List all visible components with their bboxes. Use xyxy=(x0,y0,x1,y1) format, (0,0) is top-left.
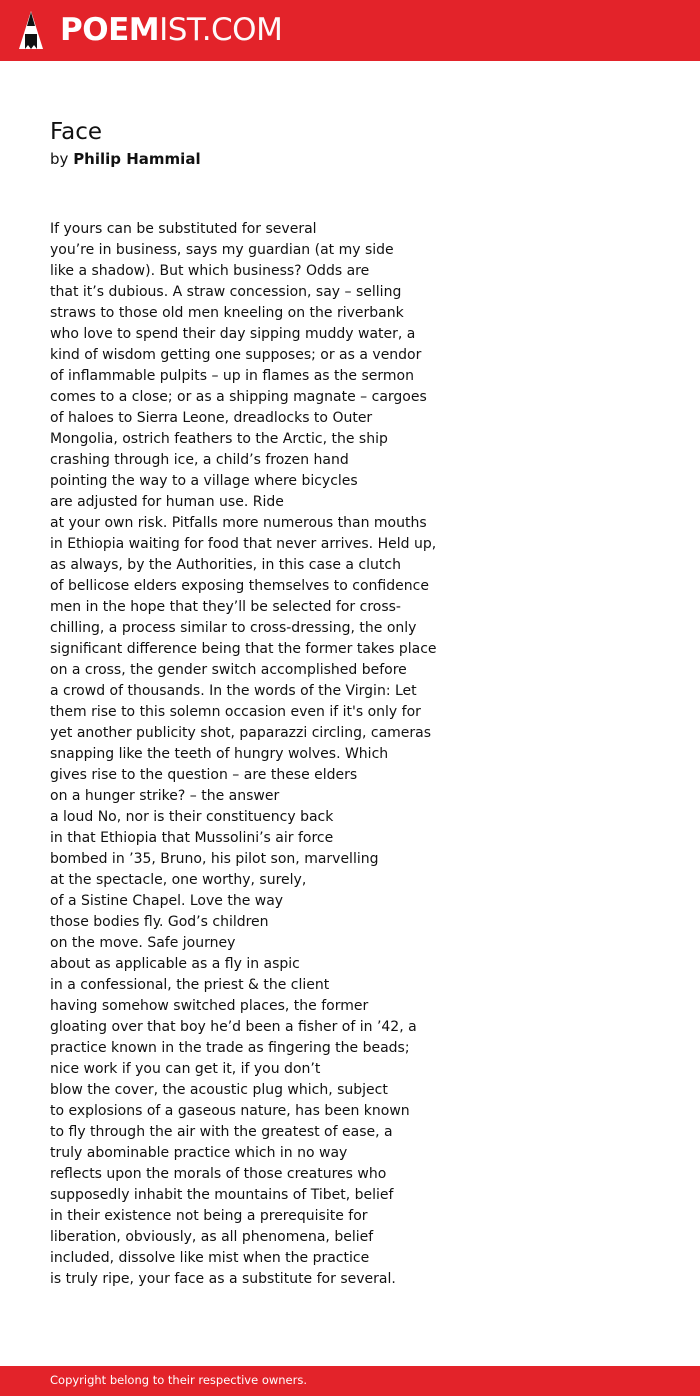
poem-line: on a cross, the gender switch accomplished before xyxy=(50,662,407,678)
copyright-text: Copyright belong to their respective owners. xyxy=(50,1373,308,1388)
poem-line: having somehow switched places, the former xyxy=(50,998,369,1014)
poem-line: is truly ripe, your face as a substitute for several. xyxy=(50,1271,396,1287)
poem-line: a loud No, nor is their constituency back xyxy=(50,809,334,825)
poem-line: as always, by the Authorities, in this case a clutch xyxy=(50,557,401,573)
poem-line: in that Ethiopia that Mussolini’s air force xyxy=(50,830,334,846)
poem-line: gloating over that boy he’d been a fisher of in ’42, a xyxy=(50,1019,417,1035)
poem-line: to fly through the air with the greatest of ease, a xyxy=(50,1124,393,1140)
poem-line: pointing the way to a village where bicycles xyxy=(50,473,358,489)
byline-prefix: by xyxy=(50,150,69,168)
poem-line: blow the cover, the acoustic plug which, subject xyxy=(50,1082,388,1098)
brand-light-text: IST.COM xyxy=(159,12,283,48)
poem-line: a crowd of thousands. In the words of the Virgin: Let xyxy=(50,683,417,699)
poem-line: chilling, a process similar to cross-dressing, the only xyxy=(50,620,417,636)
poem-line: to explosions of a gaseous nature, has been known xyxy=(50,1103,410,1119)
poem-line: them rise to this solemn occasion even if it's only for xyxy=(50,704,421,720)
poem-line: bombed in ’35, Bruno, his pilot son, marvelling xyxy=(50,851,379,867)
poem-line: about as applicable as a fly in aspic xyxy=(50,956,300,972)
poem-line: you’re in business, says my guardian (at my side xyxy=(50,242,394,258)
poem-line: crashing through ice, a child’s frozen hand xyxy=(50,452,349,468)
poem-line: included, dissolve like mist when the practice xyxy=(50,1250,370,1266)
poem-byline xyxy=(50,148,201,170)
poem-line: in their existence not being a prerequisite for xyxy=(50,1208,368,1224)
poem-line: yet another publicity shot, paparazzi circling, cameras xyxy=(50,725,432,741)
poem-line: significant difference being that the former takes place xyxy=(50,641,437,657)
poem-line: on a hunger strike? – the answer xyxy=(50,788,280,804)
poem-line: who love to spend their day sipping muddy water, a xyxy=(50,326,416,342)
poem-title: Face xyxy=(50,119,103,145)
poem-line: like a shadow). But which business? Odds are xyxy=(50,263,370,279)
poem-line: kind of wisdom getting one supposes; or as a vendor xyxy=(50,347,422,363)
poem-line: are adjusted for human use. Ride xyxy=(50,494,284,510)
author-name: Philip Hammial xyxy=(73,150,201,168)
poem-line: truly abominable practice which in no way xyxy=(50,1145,348,1161)
poem-line: gives rise to the question – are these elders xyxy=(50,767,358,783)
poem-line: men in the hope that they’ll be selected for cross- xyxy=(50,599,401,615)
poem-line: of a Sistine Chapel. Love the way xyxy=(50,893,284,909)
poem-line: of inflammable pulpits – up in flames as the sermon xyxy=(50,368,414,384)
poem-line: in a confessional, the priest & the client xyxy=(50,977,330,993)
poem-line: those bodies fly. God’s children xyxy=(50,914,269,930)
poem-line: on the move. Safe journey xyxy=(50,935,236,951)
poem-line: liberation, obviously, as all phenomena, belief xyxy=(50,1229,374,1245)
site-header xyxy=(0,0,700,61)
poem-body xyxy=(50,219,660,1290)
poem-line: nice work if you can get it, if you don’t xyxy=(50,1061,321,1077)
site-footer xyxy=(0,1366,700,1396)
brand-bold-text: POEM xyxy=(60,12,160,48)
poem-line: snapping like the teeth of hungry wolves. Which xyxy=(50,746,389,762)
poem-line: that it’s dubious. A straw concession, say – selling xyxy=(50,284,402,300)
poem-line: in Ethiopia waiting for food that never arrives. Held up, xyxy=(50,536,437,552)
poem-line: practice known in the trade as fingering the beads; xyxy=(50,1040,410,1056)
poem-line: comes to a close; or as a shipping magnate – cargoes xyxy=(50,389,427,405)
poem-line: reflects upon the morals of those creatures who xyxy=(50,1166,387,1182)
poem-line: at the spectacle, one worthy, surely, xyxy=(50,872,307,888)
poem-line: Mongolia, ostrich feathers to the Arctic, the ship xyxy=(50,431,388,447)
site-logo-link[interactable] xyxy=(60,12,283,48)
poem-line: If yours can be substituted for several xyxy=(50,221,317,237)
poem-line: at your own risk. Pitfalls more numerous than mouths xyxy=(50,515,427,531)
poem-line: of haloes to Sierra Leone, dreadlocks to Outer xyxy=(50,410,373,426)
poem-line: straws to those old men kneeling on the riverbank xyxy=(50,305,404,321)
poem-line: supposedly inhabit the mountains of Tibet, belief xyxy=(50,1187,394,1203)
poem-line: of bellicose elders exposing themselves to confidence xyxy=(50,578,429,594)
pencil-icon[interactable] xyxy=(18,10,44,51)
